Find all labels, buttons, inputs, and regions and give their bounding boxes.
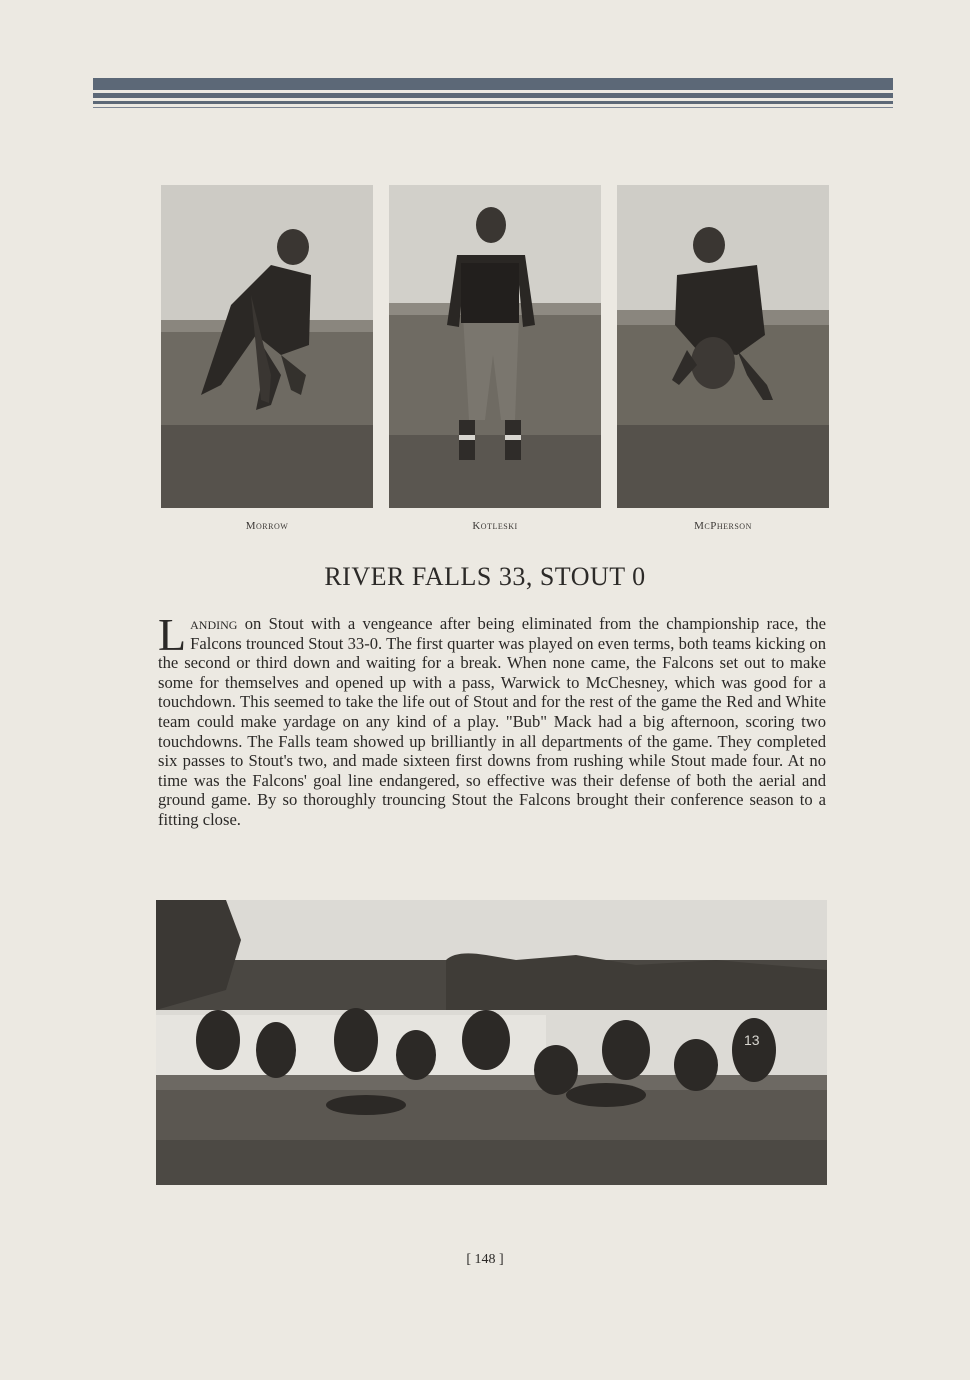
caption-mcpherson: McPherson bbox=[694, 520, 752, 532]
player-crouching-photo bbox=[161, 185, 373, 508]
caption-kotleski: Kotleski bbox=[472, 520, 518, 532]
page-title: RIVER FALLS 33, STOUT 0 bbox=[324, 562, 646, 591]
game-action-photo bbox=[156, 900, 827, 1185]
lead-word: anding bbox=[190, 614, 238, 633]
header-rules bbox=[93, 78, 893, 111]
jersey-number: 13 bbox=[744, 1032, 760, 1048]
player-standing-photo bbox=[389, 185, 601, 508]
player-holding-ball-photo bbox=[617, 185, 829, 508]
page-number: [ 148 ] bbox=[466, 1252, 504, 1267]
article-paragraph: on Stout with a vengeance after being eliminated from the championship race, the Falcons trounced Stout 33-0. The first quarter was played on even terms, both teams kicking on the second or third down and waiting for a break. When none came, the Falcons set out to make some for themselves and opened up with a pass, Warwick to McChesney, which was good for a touchdown. This seemed to take the life out of Stout and for the rest of the game the Red and White team could make yardage on any kind of a play. "Bub" Mack had a big afternoon, scoring two touchdowns. The Falls team showed up brilliantly in all departments of the game. They completed six passes to Stout's two, and made sixteen first downs from rushing while Stout made four. At no time was the Falcons' goal line endangered, so effective was their defense of both the aerial and ground game. By so thoroughly trouncing Stout the Falcons brought their conference season to a fitting close. bbox=[158, 614, 826, 829]
drop-cap: L bbox=[158, 609, 187, 660]
article-body bbox=[158, 609, 826, 830]
caption-morrow: Morrow bbox=[245, 520, 289, 532]
